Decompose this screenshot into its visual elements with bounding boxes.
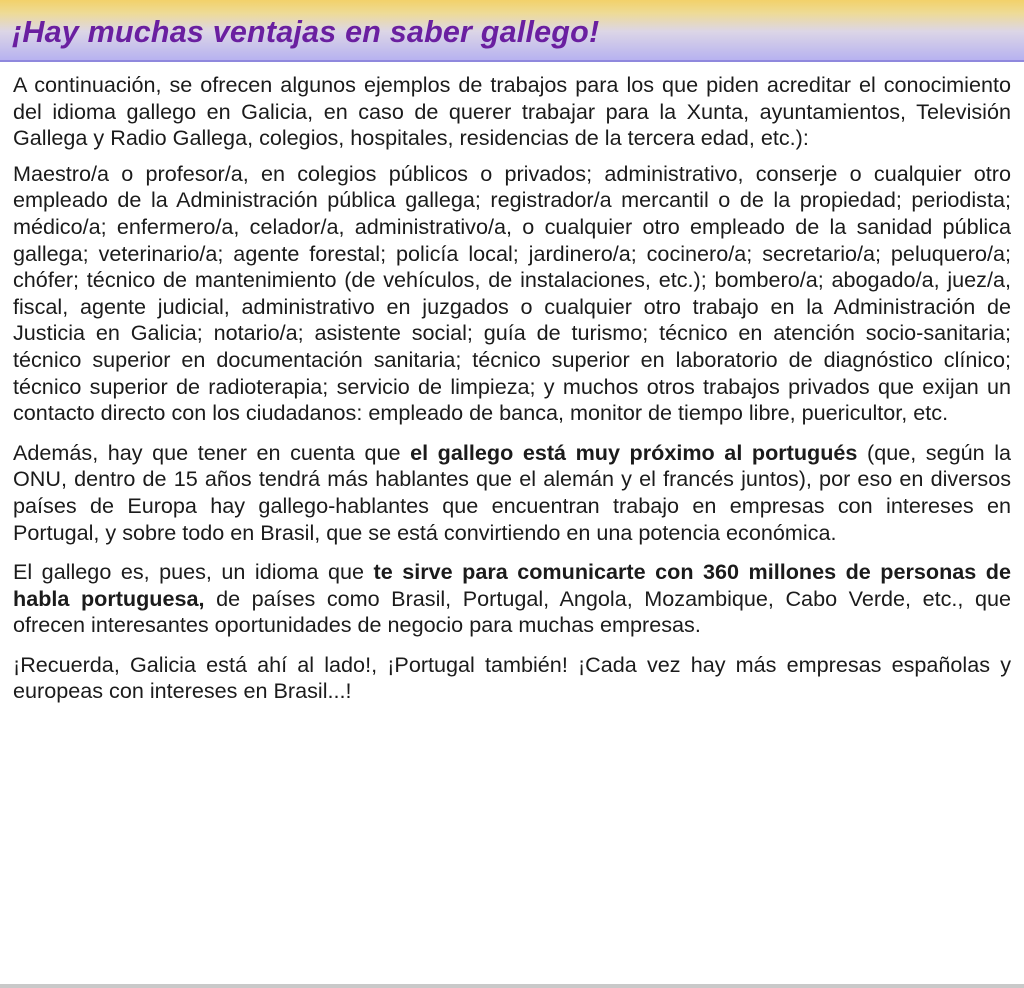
intro-paragraph: A continuación, se ofrecen algunos ejemplos de trabajos para los que piden acreditar el conocimiento del idioma gallego en Galicia, en caso de querer trabajar para la Xunta, ayuntamientos, Televisión Gallega y Radio Gallega, colegios, hospitales, residencias de la tercera edad, etc.): [13,72,1011,151]
bottom-divider [0,984,1024,988]
page-title: ¡Hay muchas ventajas en saber gallego! [12,15,600,49]
portuguese-highlight: el gallego está muy próximo al portugués [410,439,858,465]
article-body [13,72,1011,705]
portuguese-paragraph [13,440,1011,546]
closing-paragraph: ¡Recuerda, Galicia está ahí al lado!, ¡Portugal también! ¡Cada vez hay más empresas españolas y europeas con intereses en Brasil...! [13,651,1011,704]
portuguese-rest: (que, según la ONU, dentro de 15 años tendrá más hablantes que el alemán y el francés juntos), por eso en diversos países de Europa hay gallego-hablantes que encuentran trabajo en empresas con intereses en Portugal, y sobre todo en Brasil, que se está convirtiendo en una potencia económica. [13,439,1011,545]
speakers-paragraph [13,559,1011,639]
speakers-rest: de países como Brasil, Portugal, Angola, Mozambique, Cabo Verde, etc., que ofrecen interesantes oportunidades de negocio para muchas empresas. [13,585,1011,638]
speakers-lead: El gallego es, pues, un idioma que [13,559,374,585]
jobs-paragraph: Maestro/a o profesor/a, en colegios públicos o privados; administrativo, conserje o cualquier otro empleado de la Administración pública gallega; registrador/a mercantil o de la propiedad; periodista; médico/a; enfermero/a, celador/a, administrativo/a, o cualquier otro empleado de la sanidad pública gallega; veterinario/a; agente forestal; policía local; jardinero/a; cocinero/a; secretario/a; peluquero/a; chófer; técnico de mantenimiento (de vehículos, de instalaciones, etc.); bombero/a; abogado/a, juez/a, fiscal, agente judicial, administrativo en juzgados o cualquier otro trabajo en la Administración de Justicia en Galicia; notario/a; asistente social; guía de turismo; técnico en atención socio-sanitaria; técnico superior en documentación sanitaria; técnico superior en laboratorio de diagnóstico clínico; técnico superior de radioterapia; servicio de limpieza; y muchos otros trabajos privados que exijan un contacto directo con los ciudadanos: empleado de banca, monitor de tiempo libre, puericultor, etc. [13,160,1011,426]
portuguese-lead: Además, hay que tener en cuenta que [13,439,411,465]
speakers-highlight: te sirve para comunicarte con 360 millones de personas de habla portuguesa, [13,559,1011,611]
title-banner [0,0,1024,62]
